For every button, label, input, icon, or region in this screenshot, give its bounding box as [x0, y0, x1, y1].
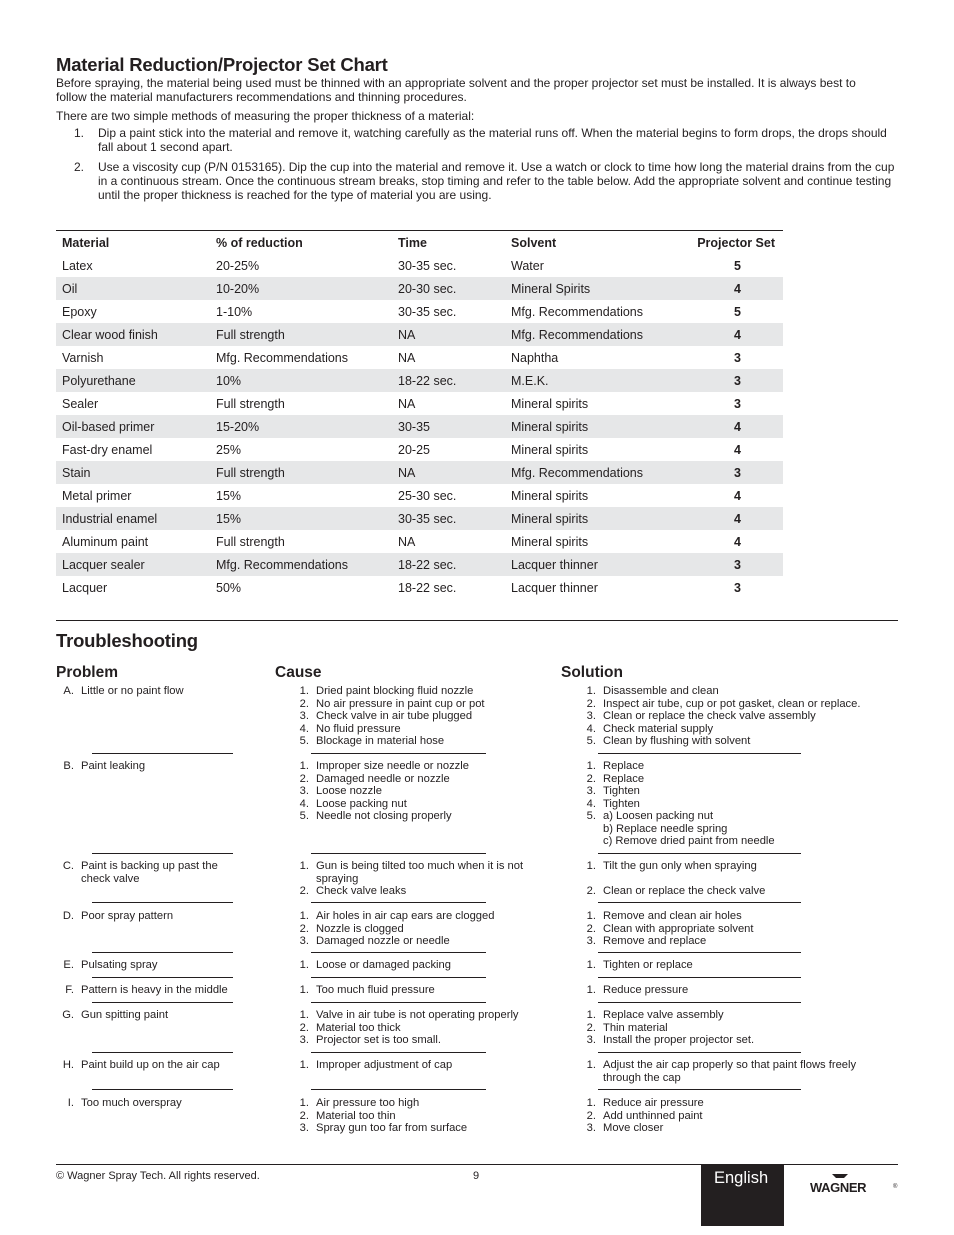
solution-number: 3. [586, 785, 596, 797]
solution-number: 1. [586, 910, 596, 922]
cell-solvent: Mineral spirits [505, 507, 675, 530]
cell-time: 18-22 sec. [392, 369, 505, 392]
cell-time: 20-25 [398, 442, 430, 457]
method-text: Dip a paint stick into the material and remove it, watching carefully as the material runs off. When the material begins to form drops, the drops should fall about 1 second apart. [98, 126, 887, 154]
cause-text: Dried paint blocking fluid nozzle [316, 685, 474, 697]
language-tab [701, 1165, 784, 1226]
cell-solvent: Mfg. Recommendations [505, 323, 675, 346]
table-row [56, 438, 783, 461]
solution-text: Remove and replace [603, 935, 707, 947]
cell-material: Epoxy [62, 304, 97, 319]
row-separator [92, 902, 233, 903]
solution-number: 4. [586, 722, 596, 735]
row-separator [598, 1052, 801, 1053]
problem-letter: E. [63, 959, 74, 971]
cell-time: 30-35 sec. [398, 304, 457, 319]
solution-number: 1. [586, 760, 596, 772]
wagner-logo [810, 1168, 900, 1198]
cause-text: Spray gun too far from surface [316, 1122, 468, 1134]
cell-material: Oil [56, 277, 210, 300]
solution-text: Tighten or replace [603, 959, 693, 971]
column-header-solvent: Solvent [505, 231, 675, 255]
row-separator [311, 753, 486, 754]
solution-number: 1. [586, 1097, 596, 1109]
cause-text: Air pressure too high [316, 1097, 420, 1109]
solution-text: Adjust the air cap properly so that paint flows freely through the cap [603, 1059, 857, 1084]
solution-text: Add unthinned paint [603, 1109, 703, 1122]
cell-material: Polyurethane [56, 369, 210, 392]
cell-material: Stain [56, 461, 210, 484]
logo-wordmark: WAGNER [810, 1180, 867, 1195]
row-separator [92, 1089, 233, 1090]
cause-text: Improper size needle or nozzle [316, 760, 469, 772]
cell-solvent: Mfg. Recommendations [511, 304, 644, 319]
troubleshooting-title: Troubleshooting [56, 630, 198, 651]
cell-projector-set: 3 [675, 461, 783, 484]
solution-number: 1. [586, 860, 596, 872]
column-header-material: Material [56, 231, 210, 255]
cell-projector-set: 5 [734, 258, 741, 273]
cell-projector-set: 4 [675, 415, 783, 438]
problem-text: Pattern is heavy in the middle [81, 984, 228, 996]
table-row [56, 553, 783, 576]
table-row [56, 392, 783, 415]
cause-text: Damaged needle or nozzle [316, 772, 450, 785]
cell-reduction: 25% [216, 442, 242, 457]
cell-time: 30-35 [392, 415, 505, 438]
cause-number: 3. [299, 1034, 309, 1046]
cell-time: 30-35 sec. [392, 507, 505, 530]
table-row [56, 369, 783, 392]
solution-text: Check material supply [603, 722, 714, 735]
problem-text: Pulsating spray [81, 959, 158, 971]
cause-text: Needle not closing properly [316, 810, 452, 822]
row-separator [311, 1089, 486, 1090]
cell-time: 25-30 sec. [398, 488, 457, 503]
cell-reduction: Full strength [216, 534, 285, 549]
method-text: Use a viscosity cup (P/N 0153165). Dip the cup into the material and remove it. Use a watch or clock to time how long the material drains from the cup in a continuous stream. Once the continuous stream breaks, stop timing and refer to the table below. Add the appropriate solvent and continue testing until the proper thickness is reached for the type of material you are using. [98, 160, 895, 202]
problem-text: Gun spitting paint [81, 1009, 169, 1021]
cause-number: 4. [299, 722, 309, 735]
solution-text: Inspect air tube, cup or pot gasket, clean or replace. [603, 697, 861, 710]
row-separator [92, 753, 233, 754]
cell-material: Lacquer sealer [56, 553, 210, 576]
solution-number: 3. [586, 1034, 596, 1046]
row-separator [598, 1002, 801, 1003]
solution-number: 1. [586, 685, 596, 697]
cell-time: 18-22 sec. [392, 553, 505, 576]
table-header-row [56, 231, 783, 255]
cell-projector-set: 5 [734, 304, 741, 319]
cause-text: Loose or damaged packing [316, 959, 451, 971]
cell-reduction: 15% [216, 488, 242, 503]
methods-intro: There are two simple methods of measuring the proper thickness of a material: [56, 109, 475, 123]
cause-text: Material too thin [316, 1109, 396, 1122]
cell-material: Oil-based primer [56, 415, 210, 438]
solution-number: 3. [586, 935, 596, 947]
cell-reduction: Mfg. Recommendations [210, 553, 392, 576]
solution-number: 2. [586, 1109, 596, 1122]
cell-projector-set: 3 [734, 580, 741, 595]
cell-projector-set: 4 [675, 277, 783, 300]
solution-text: c) Remove dried paint from needle [603, 835, 775, 847]
cell-solvent: Mineral spirits [505, 415, 675, 438]
method-number: 1. [74, 126, 85, 140]
cell-material: Sealer [62, 396, 99, 411]
solution-number: 3. [586, 1122, 596, 1134]
row-separator [598, 853, 801, 854]
cause-number: 1. [299, 685, 309, 697]
solution-text: Reduce pressure [603, 984, 689, 996]
cell-projector-set: 4 [734, 488, 741, 503]
cell-material: Lacquer [62, 580, 108, 595]
solution-text: b) Replace needle spring [603, 822, 728, 835]
cause-number: 2. [299, 1109, 309, 1122]
cause-text: Damaged nozzle or needle [316, 935, 450, 947]
table-row [56, 530, 783, 553]
solution-text: Tilt the gun only when spraying [603, 860, 757, 872]
cell-reduction: Full strength [210, 323, 392, 346]
solution-number: 5. [586, 735, 596, 747]
solution-text: Clean by flushing with solvent [603, 735, 751, 747]
table-row [56, 323, 783, 346]
row-separator [598, 753, 801, 754]
cause-number: 2. [299, 772, 309, 785]
page-number: 9 [473, 1170, 480, 1182]
copyright-text: © Wagner Spray Tech. All rights reserved. [56, 1170, 260, 1182]
problem-letter: H. [62, 1059, 74, 1071]
cause-text: Check valve in air tube plugged [316, 710, 473, 722]
cause-number: 3. [299, 785, 309, 797]
problem-letter: I. [67, 1097, 74, 1109]
cell-time: NA [398, 396, 416, 411]
cause-text: Loose nozzle [316, 785, 382, 797]
cell-reduction: Full strength [210, 461, 392, 484]
solution-text: Clean with appropriate solvent [603, 922, 754, 935]
intro-paragraph: Before spraying, the material being used must be thinned with an appropriate solvent and the proper projector set must be installed. It is always best to follow the material manufacturers recommendations and thinning procedures. [56, 76, 856, 104]
solution-number: 2. [586, 697, 596, 710]
cause-number: 1. [299, 1097, 309, 1109]
solution-number: 1. [586, 984, 596, 996]
cause-number: 1. [299, 984, 309, 996]
table-row [56, 576, 783, 599]
solution-column-heading: Solution [561, 664, 623, 681]
row-separator [92, 1052, 233, 1053]
solution-text: Clean or replace the check valve assembly [603, 710, 816, 722]
cell-solvent: Mineral spirits [511, 488, 589, 503]
cause-number: 5. [299, 810, 309, 822]
cause-column-heading: Cause [275, 664, 322, 681]
solution-text: a) Loosen packing nut [603, 810, 714, 822]
cell-reduction: 10% [210, 369, 392, 392]
table-row [56, 254, 783, 277]
row-separator [92, 952, 233, 953]
table-row [56, 461, 783, 484]
row-separator [598, 1089, 801, 1090]
problem-column-heading: Problem [56, 664, 119, 681]
row-separator [311, 1002, 486, 1003]
solution-number: 2. [586, 1021, 596, 1034]
row-separator [598, 977, 801, 978]
solution-text: Replace [603, 772, 645, 785]
row-separator [311, 853, 486, 854]
solution-text: Replace valve assembly [603, 1009, 724, 1021]
problem-text: Paint leaking [81, 760, 146, 772]
cell-reduction: Mfg. Recommendations [216, 350, 349, 365]
method-number: 2. [74, 160, 85, 174]
row-separator [311, 1052, 486, 1053]
cell-solvent: Naphtha [511, 350, 559, 365]
cell-reduction: 10-20% [210, 277, 392, 300]
cell-solvent: Mineral spirits [511, 534, 589, 549]
cell-projector-set: 4 [675, 507, 783, 530]
table-row [56, 346, 783, 369]
cell-solvent: Mineral spirits [511, 442, 589, 457]
row-separator [92, 1002, 233, 1003]
cell-material: Aluminum paint [62, 534, 149, 549]
row-separator [311, 952, 486, 953]
problem-text: Poor spray pattern [81, 910, 174, 922]
cell-material: Clear wood finish [56, 323, 210, 346]
solution-number: 1. [586, 1059, 596, 1071]
solution-text: Tighten [603, 797, 640, 810]
solution-text: Remove and clean air holes [603, 910, 742, 922]
cause-text: No air pressure in paint cup or pot [316, 697, 485, 710]
cause-number: 2. [299, 697, 309, 710]
cell-time: 30-35 sec. [398, 258, 457, 273]
problem-letter: G. [62, 1009, 74, 1021]
table-row [56, 415, 783, 438]
table-row [56, 507, 783, 530]
cause-text: Material too thick [316, 1021, 401, 1034]
cell-reduction: Full strength [216, 396, 285, 411]
table-row [56, 300, 783, 323]
cell-projector-set: 4 [734, 534, 741, 549]
solution-text: Tighten [603, 785, 640, 797]
cause-number: 1. [299, 959, 309, 971]
row-separator [92, 853, 233, 854]
solution-text: Replace [603, 760, 645, 772]
cause-text: No fluid pressure [316, 722, 401, 735]
cause-text: Projector set is too small. [316, 1034, 441, 1046]
cause-text: Loose packing nut [316, 797, 407, 810]
cell-solvent: Lacquer thinner [511, 580, 598, 595]
cell-material: Varnish [62, 350, 104, 365]
cause-number: 3. [299, 1122, 309, 1134]
solution-text: Disassemble and clean [603, 685, 719, 697]
cell-reduction: 50% [216, 580, 242, 595]
problem-text: Paint is backing up past the check valve [81, 860, 218, 885]
solution-text: Clean or replace the check valve [603, 885, 766, 897]
cause-number: 2. [299, 885, 309, 897]
row-separator [311, 977, 486, 978]
cause-number: 5. [299, 735, 309, 747]
cell-time: 20-30 sec. [392, 277, 505, 300]
cause-number: 1. [299, 860, 309, 872]
cell-projector-set: 3 [734, 396, 741, 411]
cell-time: NA [398, 350, 416, 365]
cell-solvent: Lacquer thinner [505, 553, 675, 576]
cell-projector-set: 3 [734, 350, 741, 365]
row-separator [92, 977, 233, 978]
row-separator [598, 952, 801, 953]
cell-solvent: Mineral Spirits [505, 277, 675, 300]
solution-number: 2. [586, 772, 596, 785]
cause-number: 2. [299, 1021, 309, 1034]
cause-number: 1. [299, 1009, 309, 1021]
page-title: Material Reduction/Projector Set Chart [56, 54, 388, 75]
cell-solvent: Water [511, 258, 544, 273]
cell-time: NA [398, 534, 416, 549]
cause-text: Too much fluid pressure [316, 984, 435, 996]
cause-text: Valve in air tube is not operating properly [316, 1009, 519, 1021]
cell-solvent: Mineral spirits [511, 396, 589, 411]
column-header-projector-set: Projector Set [675, 231, 783, 255]
problem-letter: C. [62, 860, 74, 872]
solution-number: 2. [586, 885, 596, 897]
cause-text: Air holes in air cap ears are clogged [316, 910, 495, 922]
cause-text: Gun is being tilted too much when it is not spraying [316, 860, 524, 885]
cell-projector-set: 3 [675, 369, 783, 392]
solution-text: Thin material [603, 1021, 668, 1034]
problem-text: Little or no paint flow [81, 685, 184, 697]
cell-time: 18-22 sec. [398, 580, 457, 595]
cause-text: Check valve leaks [316, 885, 407, 897]
language-label: English [714, 1169, 769, 1187]
problem-letter: B. [63, 760, 74, 772]
cause-number: 3. [299, 710, 309, 722]
cause-text: Blockage in material hose [316, 735, 445, 747]
cause-number: 1. [299, 760, 309, 772]
cause-number: 4. [299, 797, 309, 810]
registered-mark: ® [893, 1184, 898, 1190]
solution-text: Move closer [603, 1122, 664, 1134]
column-header-reduction: % of reduction [210, 231, 392, 255]
cell-material: Metal primer [62, 488, 132, 503]
cell-material: Latex [62, 258, 93, 273]
solution-text: Reduce air pressure [603, 1097, 704, 1109]
problem-text: Paint build up on the air cap [81, 1059, 220, 1071]
cause-number: 2. [299, 922, 309, 935]
cell-material: Industrial enamel [56, 507, 210, 530]
section-divider [56, 620, 898, 621]
cell-material: Fast-dry enamel [62, 442, 153, 457]
solution-number: 5. [586, 810, 596, 822]
cell-time: NA [392, 461, 505, 484]
solution-number: 2. [586, 922, 596, 935]
cell-projector-set: 4 [675, 323, 783, 346]
problem-letter: A. [63, 685, 74, 697]
cell-time: NA [392, 323, 505, 346]
problem-letter: F. [65, 984, 74, 996]
cause-number: 3. [299, 935, 309, 947]
solution-number: 1. [586, 959, 596, 971]
column-header-time: Time [392, 231, 505, 255]
cell-reduction: 15% [210, 507, 392, 530]
row-separator [311, 902, 486, 903]
problem-letter: D. [62, 910, 74, 922]
cell-projector-set: 4 [734, 442, 741, 457]
cell-projector-set: 3 [675, 553, 783, 576]
cause-text: Nozzle is clogged [316, 922, 404, 935]
table-row [56, 484, 783, 507]
problem-text: Too much overspray [81, 1097, 182, 1109]
row-separator [598, 902, 801, 903]
cell-reduction: 1-10% [216, 304, 253, 319]
table-row [56, 277, 783, 300]
material-reduction-table [56, 230, 783, 599]
cause-text: Improper adjustment of cap [316, 1059, 453, 1071]
cell-reduction: 20-25% [216, 258, 260, 273]
solution-number: 1. [586, 1009, 596, 1021]
cause-number: 1. [299, 1059, 309, 1071]
solution-text: Install the proper projector set. [603, 1034, 755, 1046]
cell-reduction: 15-20% [210, 415, 392, 438]
cell-solvent: Mfg. Recommendations [505, 461, 675, 484]
solution-number: 3. [586, 710, 596, 722]
cell-solvent: M.E.K. [505, 369, 675, 392]
cause-number: 1. [299, 910, 309, 922]
solution-number: 4. [586, 797, 596, 810]
